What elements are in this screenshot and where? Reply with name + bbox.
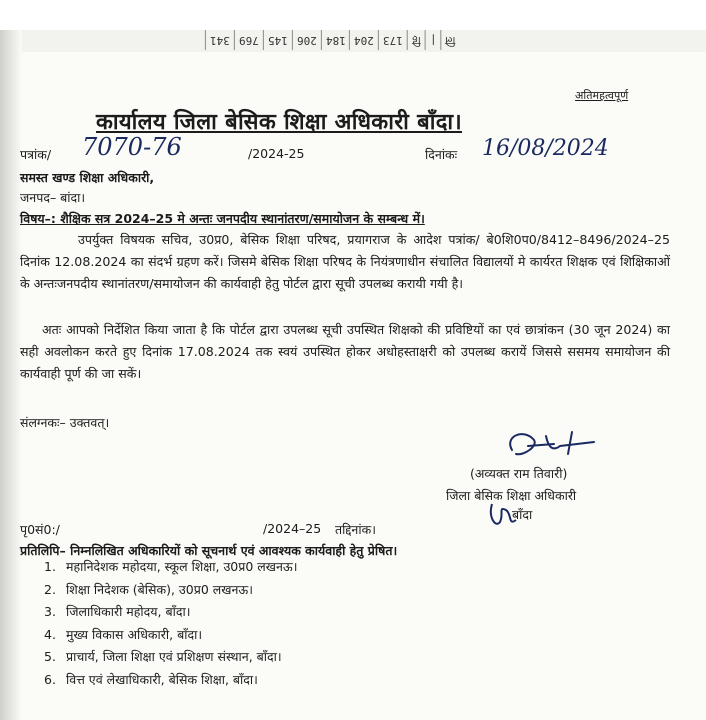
- copy-ref-date: तद्दिनांक।: [335, 522, 376, 537]
- stub-digit: लि: [440, 30, 459, 50]
- copy-heading: प्रतिलिपि– निम्नलिखित अधिकारियों को सूचनार्थ एवं आवश्यक कार्यवाही हेतु प्रेषित।: [20, 543, 398, 558]
- signature-mark: [494, 424, 604, 468]
- signatory-name: (अव्यक्त राम तिवारी): [470, 466, 568, 481]
- addressee-line2: जनपद– बांदा।: [20, 190, 86, 205]
- enclosure-note: संलग्नकः– उक्तवत्।: [20, 415, 110, 430]
- patrank-year: /2024-25: [248, 146, 305, 161]
- body-paragraph-2: अतः आपको निर्देशित किया जाता है कि पोर्टल द्वारा उपलब्ध सूची उपस्थित शिक्षको की प्रविष्टियों का एवं छात्रांकन (30 जून 2024) का सही अवलोकन करते हुए दिनांक 17.08.2024 तक स्वयं उपस्थित होकर अधोहस्ताक्षरी को उपलब्ध करायें जिससे ससमय समायोजन की कार्यवाही पूर्ण की जा सकें।: [20, 322, 670, 381]
- date-value: 16/08/2024: [482, 136, 609, 161]
- stub-digit: |: [425, 30, 441, 50]
- copy-ref-label: पृ0सं0:/: [20, 522, 60, 537]
- stub-digit: 145: [263, 30, 292, 50]
- body-paragraph-1: उपर्युक्त विषयक सचिव, उ0प्र0, बेसिक शिक्षा परिषद, प्रयागराज के आदेश पत्रांक/ बे0शि0प0/8412–8496/2024–25 दिनांक 12.08.2024 का संदर्भ ग्रहण करें। जिसमे बेसिक शिक्षा परिषद के नियंत्रणाधीन संचालित विद्यालयों मे कार्यरत शिक्षक एवं शिक्षिकाओं के अन्तःजनपदीय स्थानांतरण/समायोजन की कार्यवाही हेतु पोर्टल द्वारा सूची उपलब्ध करायी गयी है।: [20, 232, 670, 291]
- addressee-line1: समस्त खण्ड शिक्षा अधिकारी,: [20, 170, 155, 185]
- signatory-designation: जिला बेसिक शिक्षा अधिकारी: [446, 488, 577, 503]
- stub-digit: 173: [378, 30, 407, 50]
- list-item: 3. जिलाधिकारी महोदय, बाँदा।: [44, 604, 191, 619]
- stub-digit: 204: [349, 30, 378, 50]
- list-item: 1. महानिदेशक महोदया, स्कूल शिक्षा, उ0प्र0 लखनऊ।: [44, 559, 298, 574]
- copy-ref-year: /2024–25: [263, 521, 322, 536]
- stub-digit: 206: [292, 30, 321, 50]
- office-title: कार्यालय जिला बेसिक शिक्षा अधिकारी बाँदा।: [96, 110, 463, 135]
- list-item: 6. वित्त एवं लेखाधिकारी, बेसिक शिक्षा, बाँदा।: [44, 671, 258, 687]
- subject-line: विषय–: शैक्षिक सत्र 2024–25 मे अन्तः जनपदीय स्थानांतरण/समायोजन के सम्बन्ध में।: [20, 211, 425, 226]
- copy-recipient-list: [44, 556, 297, 691]
- date-label: दिनांकः: [425, 147, 458, 162]
- signatory-place: बाँदा: [512, 507, 533, 522]
- stub-digit: 184: [321, 30, 350, 50]
- stub-digit: 769: [234, 30, 263, 50]
- patrank-label: पत्रांक/: [20, 147, 52, 162]
- stub-digit: हि: [407, 30, 425, 50]
- list-item: 4. मुख्य विकास अधिकारी, बाँदा।: [44, 626, 203, 642]
- list-item: 2. शिक्षा निदेशक (बेसिक), उ0प्र0 लखनऊ।: [44, 581, 253, 597]
- list-item: 5. प्राचार्य, जिला शिक्षा एवं प्रशिक्षण संस्थान, बाँदा।: [44, 649, 282, 664]
- urgency-marking: अतिमहत्वपूर्ण: [575, 89, 629, 102]
- patrank-number: 7070-76: [82, 133, 182, 161]
- stub-digit: 341: [205, 30, 234, 50]
